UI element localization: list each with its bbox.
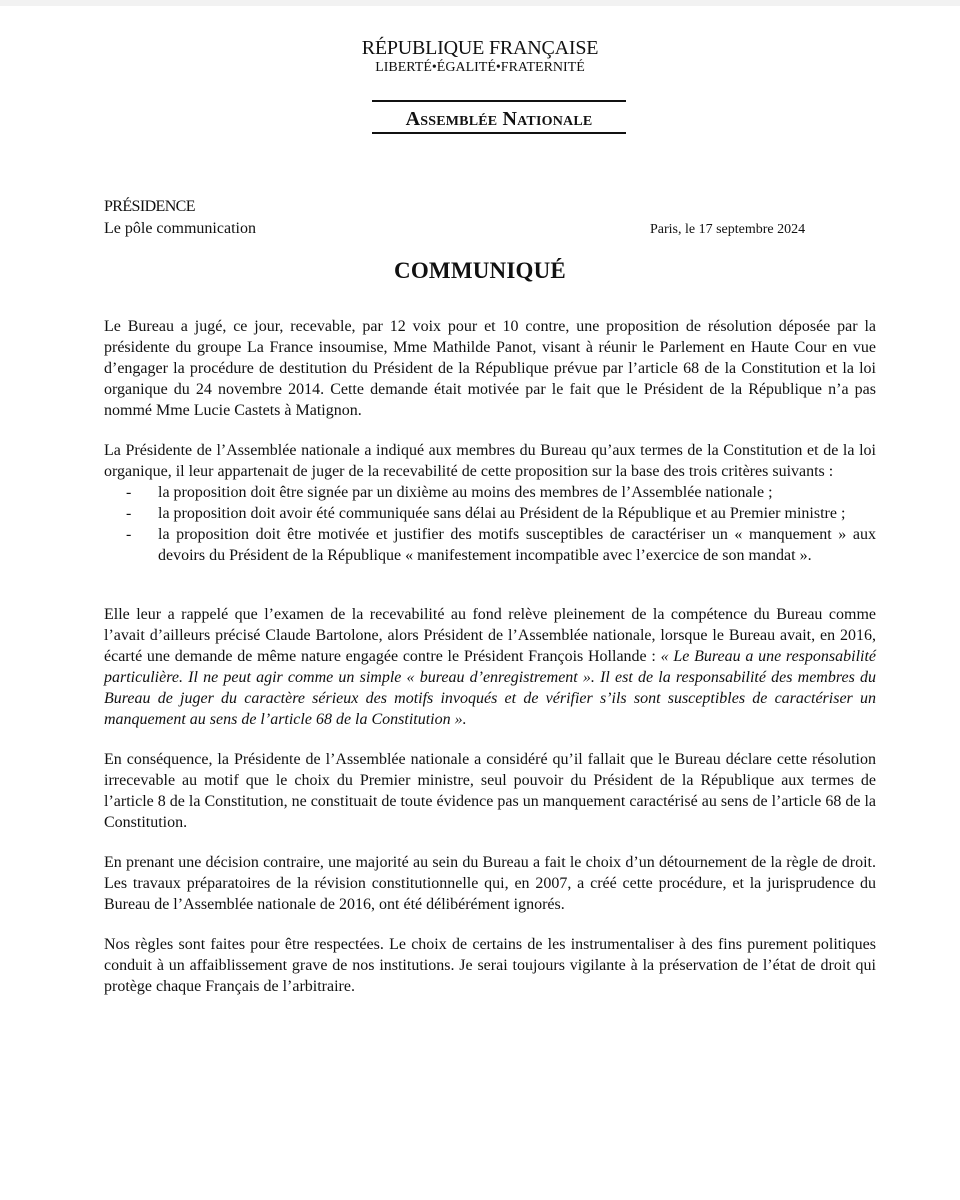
institution-underline xyxy=(372,132,626,134)
paragraph-2: La Présidente de l’Assemblée nationale a indiqué aux membres du Bureau qu’aux termes de la Constitution et de la loi organique, il leur appartenait de juger de la recevabilité de cette proposition sur la base des trois critères suivants : xyxy=(104,442,876,480)
list-item xyxy=(104,503,876,524)
republic-title: RÉPUBLIQUE FRANÇAISE xyxy=(361,37,599,59)
paragraph-3-intro: Elle leur a rappelé que l’examen de la recevabilité au fond relève pleinement de la compétence du Bureau comme l’avait d’ailleurs précisé Claude Bartolone, alors Président de l’Assemblée nationale, lorsque le Bureau avait, en 2016, écarté une demande de même nature engagée contre le Président François Hollande : xyxy=(104,606,876,665)
institution-name: Assemblée Nationale xyxy=(405,108,593,130)
sender-office: Le pôle communication xyxy=(104,220,256,237)
list-item xyxy=(104,482,876,503)
list-item xyxy=(104,524,876,566)
dateline: Paris, le 17 septembre 2024 xyxy=(650,222,806,237)
bullet-dash: - xyxy=(126,505,132,522)
document-heading: COMMUNIQUÉ xyxy=(394,258,566,283)
criteria-list xyxy=(104,482,876,566)
list-item-text: la proposition doit être signée par un dixième au moins des membres de l’Assemblée nationale ; xyxy=(158,484,773,501)
top-strip xyxy=(0,0,960,6)
list-item-text: la proposition doit avoir été communiquée sans délai au Président de la République et au Premier ministre ; xyxy=(158,505,846,522)
paragraph-6: Nos règles sont faites pour être respectées. Le choix de certains de les instrumentaliser à des fins purement politiques conduit à un affaiblissement grave de nos institutions. Je serai toujours vigilante à la préservation de l’état de droit qui protège chaque Français de l’arbitraire. xyxy=(104,936,876,995)
list-item-text: la proposition doit être motivée et justifier des motifs susceptibles de caractériser un « manquement » aux devoirs du Président de la République « manifestement incompatible avec l’exercice de son mandat ». xyxy=(158,526,876,564)
institution-top-rule xyxy=(372,100,626,102)
bullet-dash: - xyxy=(126,526,132,543)
republic-motto: LIBERTÉ•ÉGALITÉ•FRATERNITÉ xyxy=(375,60,585,75)
sender-department: PRÉSIDENCE xyxy=(104,198,195,215)
paragraph-1: Le Bureau a jugé, ce jour, recevable, par 12 voix pour et 10 contre, une proposition de résolution déposée par la présidente du groupe La France insoumise, Mme Mathilde Panot, visant à réunir le Parlement en Haute Cour en vue d’engager la procédure de destitution du Président de la République prévue par l’article 68 de la Constitution et la loi organique du 24 novembre 2014. Cette demande était motivée par le fait que le Président de la République n’a pas nommé Mme Lucie Castets à Matignon. xyxy=(104,318,876,419)
paragraph-5: En prenant une décision contraire, une majorité au sein du Bureau a fait le choix d’un détournement de la règle de droit. Les travaux préparatoires de la révision constitutionnelle qui, en 2007, a créé cette procédure, et la jurisprudence du Bureau de l’Assemblée nationale de 2016, ont été délibérément ignorés. xyxy=(104,854,876,913)
paragraph-3 xyxy=(104,604,876,730)
communique-body xyxy=(104,316,876,997)
paragraph-4: En conséquence, la Présidente de l’Assemblée nationale a considéré qu’il fallait que le Bureau déclare cette résolution irrecevable au motif que le choix du Premier ministre, seul pouvoir du Président de la République aux termes de l’article 8 de la Constitution, ne constituait de toute évidence pas un manquement caractérisé au sens de l’article 68 de la Constitution. xyxy=(104,751,876,831)
letterhead xyxy=(336,37,624,77)
bullet-dash: - xyxy=(126,484,132,501)
bartolone-quote: « Le Bureau a une responsabilité particulière. Il ne peut agir comme un simple « bureau d’enregistrement ». Il est de la responsabilité des membres du Bureau de juger du caractère sérieux des motifs invoqués et de vérifier s’ils sont susceptibles de caractériser un manquement au sens de l’article 68 de la Constitution ». xyxy=(104,648,877,728)
